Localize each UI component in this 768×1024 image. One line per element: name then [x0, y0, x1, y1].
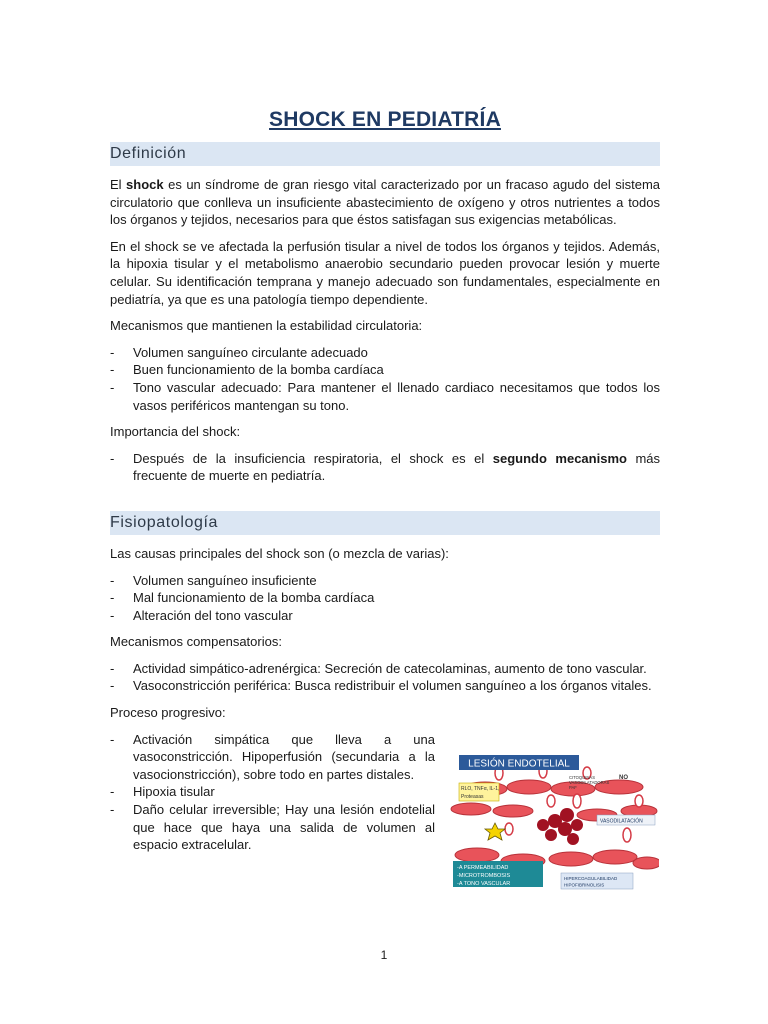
importance-list [110, 450, 660, 485]
page-number: 1 [380, 948, 388, 962]
list-item: - Mal funcionamiento de la bomba cardíaca [110, 589, 660, 607]
importance-text-post: más frecuente de muerte en pediatría. [133, 450, 661, 484]
figure-box-bottom-line1: -A PERMEABILIDAD [457, 864, 509, 871]
causes-list [110, 572, 660, 625]
importance-intro: Importancia del shock: [110, 424, 241, 440]
list-item [110, 450, 660, 485]
figure-box-right-line1: HIPERCOAGULABILIDAD [564, 875, 618, 881]
section-heading-fisiopatologia: Fisiopatología [110, 511, 660, 535]
list-item: - Buen funcionamiento de la bomba cardíaca [110, 361, 660, 379]
figure-cytokines-line1: CITOQUINAS [569, 774, 595, 780]
list-item: - Vasoconstricción periférica: Busca redistribuir el volumen sanguíneo a los órganos vitales. [110, 677, 660, 695]
definition-text-post: es un síndrome de gran riesgo vital caracterizado por un fracaso agudo del sistema circulatorio que conlleva un insuficiente abastecimiento de oxígeno y otros nutrientes a todos los órganos y tejidos, necesarios para que éstos satisfagan sus exigencias metabólicas. [110, 177, 661, 228]
definition-text-pre: El [110, 177, 127, 192]
progressive-intro: Proceso progresivo: [110, 705, 226, 721]
figure-box-bottom-line3: -A TONO VASCULAR [457, 880, 511, 887]
definition-term: shock [126, 177, 164, 192]
progressive-section [110, 731, 660, 888]
compensatory-intro: Mecanismos compensatorios: [110, 634, 282, 650]
definition-paragraph [110, 176, 660, 229]
list-item: - Activación simpática que lleva a una vasoconstricción. Hipoperfusión (secundaria a la vasocionstricción), sobre todo en partes distales. [110, 731, 435, 784]
list-item: - Hipoxia tisular [110, 783, 435, 801]
figure-no-label: NO [619, 774, 628, 781]
list-item: - Tono vascular adecuado: Para mantener el llenado cardiaco necesitamos que todos los vasos periféricos mantengan su tono. [110, 379, 660, 414]
compensatory-list [110, 660, 660, 695]
figure-vasodilatacion: VASODILATACIÓN [600, 818, 643, 825]
figure-box-bottom-line2: -MICROTROMBOSIS [457, 872, 511, 879]
mechanisms-intro: Mecanismos que mantienen la estabilidad circulatoria: [110, 318, 423, 334]
perfusion-paragraph: En el shock se ve afectada la perfusión tisular a nivel de todos los órganos y tejidos. Además, la hipoxia tisular y el metabolismo anaerobio secundario pueden provocar lesión y muerte celular. Su identificación temprana y manejo adecuado son fundamentales, especialmente en pediatría, ya que es una patología tiempo dependiente. [110, 238, 660, 307]
figure-cytokines-line3: PAF [569, 784, 577, 790]
document-page [110, 108, 661, 888]
section-heading-definicion: Definición [110, 142, 660, 166]
list-item: - Alteración del tono vascular [110, 607, 660, 625]
page-title: SHOCK EN PEDIATRÍA [269, 108, 501, 131]
mechanisms-list [110, 344, 660, 414]
figure-box-right-line2: HIPOFIBRINOLISIS [564, 882, 605, 888]
list-item: - Daño celular irreversible; Hay una lesión endotelial que hace que haya una salida de volumen al espacio extracelular. [110, 801, 435, 854]
causes-intro: Las causas principales del shock son (o mezcla de varias): [110, 545, 449, 561]
figure-header: LESIÓN ENDOTELIAL [468, 758, 570, 770]
progressive-list [110, 731, 435, 854]
figure-box-left-line2: Proteasas [461, 793, 484, 800]
list-item: - Actividad simpático-adrenérgica: Secreción de catecolaminas, aumento de tono vascular. [110, 660, 660, 678]
list-item: - Volumen sanguíneo circulante adecuado [110, 344, 660, 362]
figure-box-left-line1: RLO, TNFα, IL-1, [461, 785, 500, 792]
list-item: - Volumen sanguíneo insuficiente [110, 572, 660, 590]
importance-text-pre: Después de la insuficiencia respiratoria, el shock es el [133, 450, 493, 466]
importance-bold: segundo mecanismo [492, 450, 627, 466]
endothelial-lesion-figure [447, 743, 659, 895]
figure-cytokines-line2: VASODILATADORAS [569, 779, 610, 785]
